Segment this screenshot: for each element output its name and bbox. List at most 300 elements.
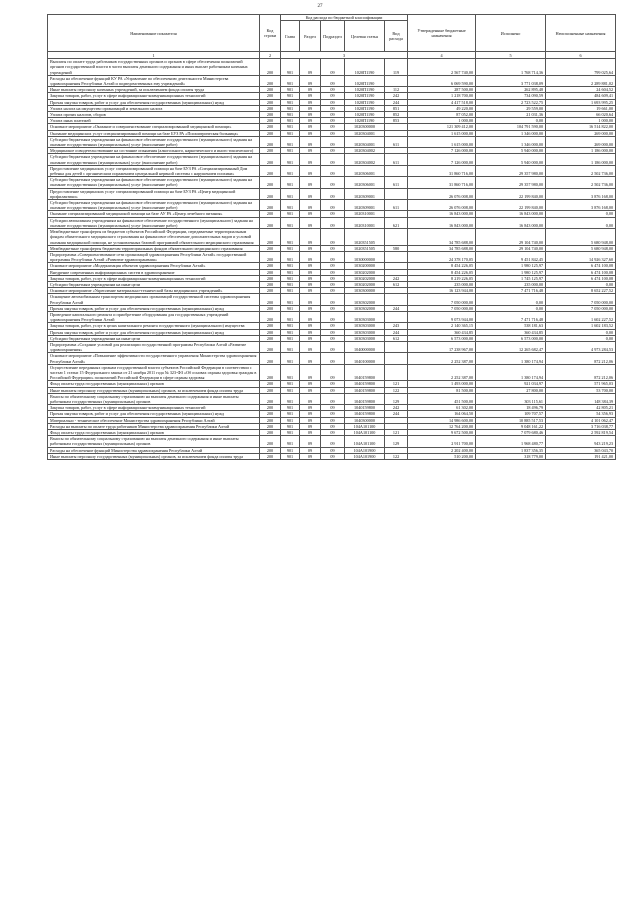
row-line-code: 200: [260, 335, 281, 341]
row-chapter: 901: [281, 305, 300, 311]
row-unexecuted: 6 474 100,08: [546, 269, 616, 275]
row-chapter: 901: [281, 93, 300, 99]
row-section: 09: [300, 217, 321, 228]
table-row: [48, 453, 616, 459]
row-target: 104А101100: [345, 430, 385, 436]
row-line-code: 200: [260, 217, 281, 228]
row-subsection: 09: [321, 118, 345, 124]
row-name: Оказание специализированной медицинской помощи на базе АУ РА «Центр лечебного питания»: [48, 211, 260, 217]
row-section: 09: [300, 154, 321, 165]
row-name: Фонд оплаты труда государственных (муниципальных) органов: [48, 430, 260, 436]
table-row: [48, 154, 616, 165]
row-expense-type: 121: [385, 430, 408, 436]
row-chapter: 901: [281, 275, 300, 281]
row-chapter: 901: [281, 393, 300, 404]
row-unexecuted: 54 356,93: [546, 411, 616, 417]
row-name: Межбюджетные трансферты из бюджетов субъектов Российской Федерации, передаваемые территориальным фондам обязательного медицинского страхования на финансовое обеспечение дополнительных видов и условий оказания медицинской помощи, не установленных базовой программой обязательного медицинского страхования: [48, 229, 260, 246]
row-expense-type: [385, 341, 408, 352]
col-header-subsection: Подраздел: [321, 21, 345, 52]
row-chapter: 901: [281, 165, 300, 176]
row-section: 09: [300, 311, 321, 322]
row-unexecuted: 53 700,00: [546, 387, 616, 393]
row-executed: 303 115,61: [476, 393, 546, 404]
row-expense-type: 244: [385, 99, 408, 105]
row-section: 09: [300, 430, 321, 436]
row-target: 1020П1190: [345, 59, 385, 76]
row-unexecuted: 484 609,41: [546, 93, 616, 99]
row-chapter: 901: [281, 453, 300, 459]
row-approved: 1 615 000,00: [408, 136, 476, 147]
row-line-code: 200: [260, 124, 281, 130]
row-chapter: 901: [281, 405, 300, 411]
row-subsection: 09: [321, 294, 345, 305]
row-chapter: 901: [281, 99, 300, 105]
row-approved: 34 785 688,00: [408, 245, 476, 251]
col-header-section: Раздел: [300, 21, 321, 52]
row-unexecuted: 2 592 819,54: [546, 430, 616, 436]
row-target: 1020304002: [345, 148, 385, 154]
row-executed: 21 031,36: [476, 112, 546, 118]
table-row: [48, 275, 616, 281]
row-subsection: 09: [321, 75, 345, 86]
row-subsection: 09: [321, 99, 345, 105]
row-subsection: 09: [321, 436, 345, 447]
row-approved: 2 140 365,15: [408, 323, 476, 329]
row-executed: 7 471 716,48: [476, 311, 546, 322]
row-chapter: 901: [281, 447, 300, 453]
row-expense-type: [385, 251, 408, 262]
row-expense-type: 242: [385, 93, 408, 99]
row-section: 09: [300, 200, 321, 211]
row-subsection: 09: [321, 154, 345, 165]
col-header-line-code: Код строки: [260, 15, 281, 52]
row-subsection: 09: [321, 112, 345, 118]
row-line-code: 200: [260, 281, 281, 287]
table-row: [48, 311, 616, 322]
row-approved: 61 302,00: [408, 405, 476, 411]
row-target: 1020310001: [345, 217, 385, 228]
row-unexecuted: 0,00: [546, 281, 616, 287]
row-approved: 7 126 000,00: [408, 154, 476, 165]
row-chapter: 901: [281, 281, 300, 287]
row-line-code: 200: [260, 381, 281, 387]
row-section: 09: [300, 423, 321, 429]
row-chapter: 901: [281, 130, 300, 136]
page-number: 27: [317, 4, 323, 9]
row-target: 104А101900: [345, 447, 385, 453]
row-unexecuted: 5 680 948,00: [546, 245, 616, 251]
row-section: 09: [300, 305, 321, 311]
row-unexecuted: 1 000,00: [546, 118, 616, 124]
table-row: [48, 188, 616, 199]
row-unexecuted: 191 421,00: [546, 453, 616, 459]
row-unexecuted: 1 602 183,52: [546, 323, 616, 329]
table-row: [48, 177, 616, 188]
row-target: 104А101900: [345, 453, 385, 459]
row-executed: 0,00: [476, 118, 546, 124]
row-approved: 7 050 000,00: [408, 294, 476, 305]
row-executed: 734 090,59: [476, 93, 546, 99]
row-section: 09: [300, 387, 321, 393]
row-line-code: 200: [260, 305, 281, 311]
table-row: [48, 430, 616, 436]
row-subsection: 09: [321, 59, 345, 76]
row-expense-type: 121: [385, 381, 408, 387]
row-line-code: 200: [260, 341, 281, 352]
row-chapter: 901: [281, 341, 300, 352]
row-line-code: 200: [260, 245, 281, 251]
col-number: 2: [260, 52, 281, 59]
row-line-code: 200: [260, 417, 281, 423]
row-executed: 1 968 480,77: [476, 436, 546, 447]
row-approved: 14 986 600,00: [408, 417, 476, 423]
row-approved: 9 672 500,00: [408, 430, 476, 436]
row-line-code: 200: [260, 294, 281, 305]
row-name: Субсидии бюджетным учреждениям на финансовое обеспечение государственного (муниципального) задания на оказание государственных (муниципальных) услуг (выполнение работ): [48, 136, 260, 147]
row-line-code: 200: [260, 323, 281, 329]
row-target: 1020300000: [345, 124, 385, 130]
col-number: 6: [546, 52, 616, 59]
row-approved: 1 615 000,00: [408, 130, 476, 136]
row-line-code: 200: [260, 93, 281, 99]
row-approved: 451 500,00: [408, 393, 476, 404]
row-executed: 29 104 740,00: [476, 229, 546, 246]
row-line-code: 200: [260, 387, 281, 393]
row-name: Субсидии автономным учреждениям на финансовое обеспечение государственного (муниципального) задания на оказание государственных (муниципальных) услуг (выполнение работ): [48, 217, 260, 228]
row-section: 09: [300, 288, 321, 294]
col-number: 3: [281, 52, 408, 59]
row-expense-type: 244: [385, 305, 408, 311]
table-row: [48, 447, 616, 453]
row-target: 1030300000: [345, 288, 385, 294]
row-executed: 1 380 174,94: [476, 364, 546, 381]
table-row: [48, 411, 616, 417]
row-chapter: 901: [281, 154, 300, 165]
row-expense-type: [385, 364, 408, 381]
row-target: 1030202000: [345, 275, 385, 281]
row-name: Субсидии бюджетным учреждениям на финансовое обеспечение государственного (муниципального) задания на оказание государственных (муниципальных) услуг (выполнение работ): [48, 177, 260, 188]
row-approved: 7 126 000,00: [408, 148, 476, 154]
row-unexecuted: 1 602 227,52: [546, 311, 616, 322]
table-row: [48, 136, 616, 147]
row-name: Субсидии бюджетным учреждениям на финансовое обеспечение государственного (муниципального) задания на оказание государственных (муниципальных) услуг (выполнение работ): [48, 154, 260, 165]
row-section: 09: [300, 93, 321, 99]
row-subsection: 09: [321, 188, 345, 199]
row-approved: 1 493 000,00: [408, 381, 476, 387]
row-expense-type: 244: [385, 329, 408, 335]
row-executed: 2 723 522,75: [476, 99, 546, 105]
col-number: 4: [408, 52, 476, 59]
row-subsection: 09: [321, 136, 345, 147]
row-line-code: 200: [260, 411, 281, 417]
row-unexecuted: 1 186 000,00: [546, 154, 616, 165]
row-approved: 34 785 688,00: [408, 229, 476, 246]
row-name: Подпрограмма «Создание условий для реализации государственной программы Республики Алтай «Развитие здравоохранения»: [48, 341, 260, 352]
row-approved: 1 000,00: [408, 118, 476, 124]
row-approved: 2 252 387,00: [408, 353, 476, 364]
row-chapter: 901: [281, 335, 300, 341]
row-expense-type: 611: [385, 136, 408, 147]
row-line-code: 200: [260, 136, 281, 147]
row-unexecuted: 24 604,52: [546, 87, 616, 93]
row-target: 1030202000: [345, 269, 385, 275]
table-row: [48, 165, 616, 176]
row-expense-type: 122: [385, 453, 408, 459]
row-unexecuted: 1 693 995,25: [546, 99, 616, 105]
row-expense-type: 612: [385, 335, 408, 341]
row-section: 09: [300, 436, 321, 447]
row-name: Иные выплаты персоналу государственных (муниципальных) органов, за исключением фонда оплаты труда: [48, 453, 260, 459]
row-chapter: 901: [281, 59, 300, 76]
row-chapter: 901: [281, 188, 300, 199]
row-name: Расходы на обеспечение функций КУ РА «Управление по обеспечению деятельности Министерства здравоохранения Республики Алтай и подведомственных ему учреждений»: [48, 75, 260, 86]
row-name: Основное мероприятие «Укрепление материально-технической базы медицинских учреждений»: [48, 288, 260, 294]
row-target: 1040159800: [345, 364, 385, 381]
row-unexecuted: 943 219,23: [546, 436, 616, 447]
row-target: 1030303000: [345, 311, 385, 322]
row-executed: 6 573 000,00: [476, 335, 546, 341]
row-subsection: 09: [321, 130, 345, 136]
row-executed: 10 885 517,53: [476, 417, 546, 423]
row-section: 09: [300, 417, 321, 423]
row-unexecuted: 66 020,64: [546, 112, 616, 118]
row-unexecuted: 2 289 881,02: [546, 75, 616, 86]
table-row: [48, 417, 616, 423]
row-approved: 16 843 000,00: [408, 211, 476, 217]
table-row: [48, 99, 616, 105]
row-target: 1020351505: [345, 229, 385, 246]
table-row: [48, 341, 616, 352]
row-section: 09: [300, 136, 321, 147]
col-header-executed: Исполнено: [476, 15, 546, 52]
row-expense-type: 851: [385, 105, 408, 111]
row-target: 1040300000: [345, 417, 385, 423]
row-chapter: 901: [281, 177, 300, 188]
row-section: 09: [300, 335, 321, 341]
row-subsection: 09: [321, 93, 345, 99]
table-row: [48, 217, 616, 228]
row-approved: 31 860 716,00: [408, 165, 476, 176]
table-row: [48, 423, 616, 429]
row-chapter: 901: [281, 323, 300, 329]
row-line-code: 200: [260, 311, 281, 322]
row-executed: 9 451 842,45: [476, 251, 546, 262]
row-name: Субсидии бюджетным учреждениям на иные цели: [48, 281, 260, 287]
row-executed: 1 837 356,35: [476, 447, 546, 453]
row-unexecuted: 19 661,00: [546, 105, 616, 111]
row-chapter: 901: [281, 229, 300, 246]
row-executed: 1 980 125,97: [476, 269, 546, 275]
row-name: Закупка товаров, работ, услуг в сфере информационно-коммуникационных технологий: [48, 405, 260, 411]
row-section: 09: [300, 118, 321, 124]
row-name: Взносы по обязательному социальному страхованию на выплаты денежного содержания и иные выплаты работникам государственных (муниципальных) органов: [48, 393, 260, 404]
row-name: Внедрение современных информационных систем в здравоохранение: [48, 269, 260, 275]
row-name: Закупка товаров, работ, услуг в сфере информационно-коммуникационных технологий: [48, 93, 260, 99]
row-subsection: 09: [321, 341, 345, 352]
row-section: 09: [300, 453, 321, 459]
row-subsection: 09: [321, 251, 345, 262]
row-executed: 0,00: [476, 305, 546, 311]
row-approved: 2 202 400,00: [408, 447, 476, 453]
row-name: Иные выплаты персоналу государственных (муниципальных) органов, за исключением фонда оплаты труда: [48, 387, 260, 393]
row-line-code: 200: [260, 263, 281, 269]
row-target: 1020П1190: [345, 99, 385, 105]
row-executed: 12 265 682,47: [476, 341, 546, 352]
row-executed: 3 771 038,09: [476, 75, 546, 86]
row-approved: 2 567 740,00: [408, 59, 476, 76]
row-expense-type: 242: [385, 275, 408, 281]
row-target: 1020П1190: [345, 93, 385, 99]
row-name: Субсидии бюджетным учреждениям на финансовое обеспечение государственного (муниципального) задания на оказание государственных (муниципальных) услуг (выполнение работ): [48, 200, 260, 211]
row-unexecuted: 0,00: [546, 335, 616, 341]
row-chapter: 901: [281, 87, 300, 93]
row-name: Основное мероприятие «Оказание и совершенствование специализированной медицинской помощи»: [48, 124, 260, 130]
row-expense-type: 244: [385, 411, 408, 417]
row-target: 1030303000: [345, 329, 385, 335]
row-subsection: 09: [321, 211, 345, 217]
table-row: [48, 436, 616, 447]
row-chapter: 901: [281, 436, 300, 447]
row-section: 09: [300, 229, 321, 246]
row-chapter: 901: [281, 411, 300, 417]
row-section: 09: [300, 105, 321, 111]
row-executed: 16 843 000,00: [476, 211, 546, 217]
row-section: 09: [300, 263, 321, 269]
row-target: 104А101100: [345, 436, 385, 447]
table-row: [48, 200, 616, 211]
row-approved: 287 500,00: [408, 87, 476, 93]
row-subsection: 09: [321, 423, 345, 429]
row-target: 104А101100: [345, 423, 385, 429]
row-approved: 2 252 387,00: [408, 364, 476, 381]
row-expense-type: 243: [385, 323, 408, 329]
row-executed: 7 471 716,48: [476, 288, 546, 294]
row-target: 1020П1190: [345, 87, 385, 93]
row-executed: 5 940 000,00: [476, 154, 546, 165]
row-approved: 2 911 700,00: [408, 436, 476, 447]
row-subsection: 09: [321, 281, 345, 287]
table-row: [48, 381, 616, 387]
row-unexecuted: 365 043,70: [546, 447, 616, 453]
row-name: Выплаты по оплате труда работников государственных органов и органов в сфере обеспечения полномочий органов государственной власти в части выплаты денежного содержания и иных выплат работникам казенных учреждений: [48, 59, 260, 76]
row-executed: 1 346 000,00: [476, 136, 546, 147]
row-subsection: 09: [321, 305, 345, 311]
row-expense-type: 119: [385, 59, 408, 76]
row-section: 09: [300, 329, 321, 335]
row-subsection: 09: [321, 288, 345, 294]
row-name: Проведение капитального ремонта и приобретение оборудования для государственных учреждений здравоохранения Республики Алтай: [48, 311, 260, 322]
row-subsection: 09: [321, 364, 345, 381]
row-line-code: 200: [260, 59, 281, 76]
row-section: 09: [300, 124, 321, 130]
table-row: [48, 75, 616, 86]
col-header-expense-type: Вид расхода: [385, 21, 408, 52]
row-subsection: 09: [321, 393, 345, 404]
row-line-code: 200: [260, 393, 281, 404]
row-executed: 538 181,63: [476, 323, 546, 329]
row-line-code: 200: [260, 229, 281, 246]
row-target: 1040159800: [345, 387, 385, 393]
row-line-code: 200: [260, 269, 281, 275]
row-section: 09: [300, 165, 321, 176]
table-body: [48, 59, 616, 460]
row-line-code: 200: [260, 148, 281, 154]
row-subsection: 09: [321, 405, 345, 411]
row-unexecuted: 4 973 284,53: [546, 341, 616, 352]
row-unexecuted: 6 474 100,08: [546, 275, 616, 281]
table-row: [48, 130, 616, 136]
row-chapter: 901: [281, 105, 300, 111]
row-executed: 318 779,00: [476, 453, 546, 459]
row-subsection: 09: [321, 329, 345, 335]
row-line-code: 200: [260, 105, 281, 111]
row-unexecuted: 571 965,03: [546, 381, 616, 387]
row-line-code: 200: [260, 188, 281, 199]
row-unexecuted: 42 805,21: [546, 405, 616, 411]
row-expense-type: [385, 229, 408, 246]
row-target: 1030202000: [345, 281, 385, 287]
row-chapter: 901: [281, 75, 300, 86]
row-line-code: 200: [260, 275, 281, 281]
table-row: [48, 329, 616, 335]
row-unexecuted: 3 716 038,77: [546, 423, 616, 429]
row-section: 09: [300, 393, 321, 404]
row-line-code: 200: [260, 87, 281, 93]
row-subsection: 09: [321, 387, 345, 393]
row-name: Закупка товаров, работ, услуг в сфере информационно-коммуникационных технологий: [48, 275, 260, 281]
row-target: 1020309001: [345, 200, 385, 211]
row-approved: 235 000,00: [408, 281, 476, 287]
table-row: [48, 335, 616, 341]
table-row: [48, 93, 616, 99]
row-line-code: 200: [260, 177, 281, 188]
row-chapter: 901: [281, 263, 300, 269]
row-expense-type: 621: [385, 217, 408, 228]
row-expense-type: 112: [385, 87, 408, 93]
row-target: 1040000000: [345, 341, 385, 352]
row-line-code: 200: [260, 453, 281, 459]
row-line-code: 200: [260, 154, 281, 165]
row-chapter: 901: [281, 148, 300, 154]
row-section: 09: [300, 87, 321, 93]
row-executed: 18 496,79: [476, 405, 546, 411]
row-name: Расходы на выплаты по оплате труда работников Министерства здравоохранения Республики Алтай: [48, 423, 260, 429]
row-unexecuted: 269 000,00: [546, 136, 616, 147]
row-executed: 29 357 980,00: [476, 165, 546, 176]
row-unexecuted: 148 384,39: [546, 393, 616, 404]
row-line-code: 200: [260, 436, 281, 447]
row-subsection: 09: [321, 453, 345, 459]
row-target: 1040159800: [345, 393, 385, 404]
row-section: 09: [300, 294, 321, 305]
row-expense-type: 129: [385, 436, 408, 447]
table-row: [48, 281, 616, 287]
row-executed: 0,00: [476, 294, 546, 305]
row-approved: 360 434,85: [408, 329, 476, 335]
row-section: 09: [300, 405, 321, 411]
table-row: [48, 245, 616, 251]
row-executed: 22 199 840,00: [476, 188, 546, 199]
row-target: 1020310001: [345, 211, 385, 217]
row-unexecuted: 1 186 000,00: [546, 148, 616, 154]
table-row: [48, 211, 616, 217]
row-executed: 9 048 161,22: [476, 423, 546, 429]
table-row: [48, 364, 616, 381]
row-approved: 81 500,00: [408, 387, 476, 393]
row-chapter: 901: [281, 112, 300, 118]
row-approved: 9 073 944,00: [408, 311, 476, 322]
row-section: 09: [300, 381, 321, 387]
